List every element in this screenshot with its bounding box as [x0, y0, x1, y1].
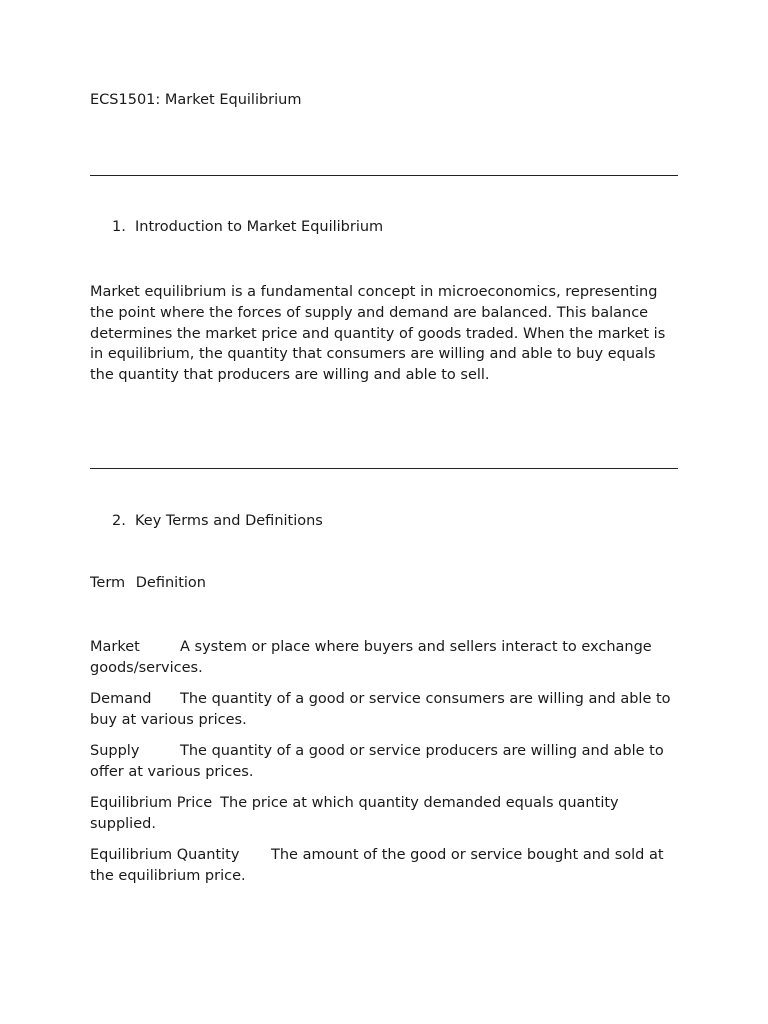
section-heading-text: Introduction to Market Equilibrium: [135, 219, 384, 235]
table-row: [90, 637, 680, 679]
section-number: 1.: [112, 219, 126, 235]
section-heading-key-terms: [112, 513, 323, 529]
header-term: Term: [90, 575, 126, 591]
definition-cell: The price at which quantity demanded equals quantity supplied.: [90, 795, 619, 833]
header-definition: Definition: [135, 575, 206, 591]
definition-cell: The amount of the good or service bought and sold at the equilibrium price.: [90, 847, 664, 885]
definition-cell: The quantity of a good or service consumers are willing and able to buy at various prices.: [90, 691, 671, 728]
section-number: 2.: [112, 513, 126, 529]
section-heading-introduction: [112, 219, 383, 235]
document-title: ECS1501: Market Equilibrium: [90, 92, 302, 108]
section-heading-text: Key Terms and Definitions: [135, 513, 323, 529]
term-cell: Demand: [90, 691, 152, 708]
definition-cell: A system or place where buyers and sellers interact to exchange goods/services.: [90, 639, 652, 676]
horizontal-divider: [90, 175, 678, 176]
terms-table: [90, 637, 680, 897]
horizontal-divider: [90, 468, 678, 469]
table-row: [90, 845, 680, 887]
term-cell: Market: [90, 639, 140, 655]
term-cell: Equilibrium Price: [90, 795, 213, 812]
introduction-paragraph: Market equilibrium is a fundamental concept in microeconomics, representing the point where the forces of supply and demand are balanced. This balance determines the market price and quantity of goods traded. When the market is in equilibrium, the quantity that consumers are willing and able to buy equals the quantity that producers are willing and able to sell.: [90, 284, 666, 384]
term-cell: Equilibrium Quantity: [90, 847, 240, 864]
table-row: [90, 689, 680, 731]
table-row: [90, 793, 680, 835]
definition-cell: The quantity of a good or service producers are willing and able to offer at various prices.: [90, 743, 664, 780]
table-row: [90, 741, 680, 783]
term-cell: Supply: [90, 743, 140, 760]
terms-table-header: [90, 575, 206, 591]
